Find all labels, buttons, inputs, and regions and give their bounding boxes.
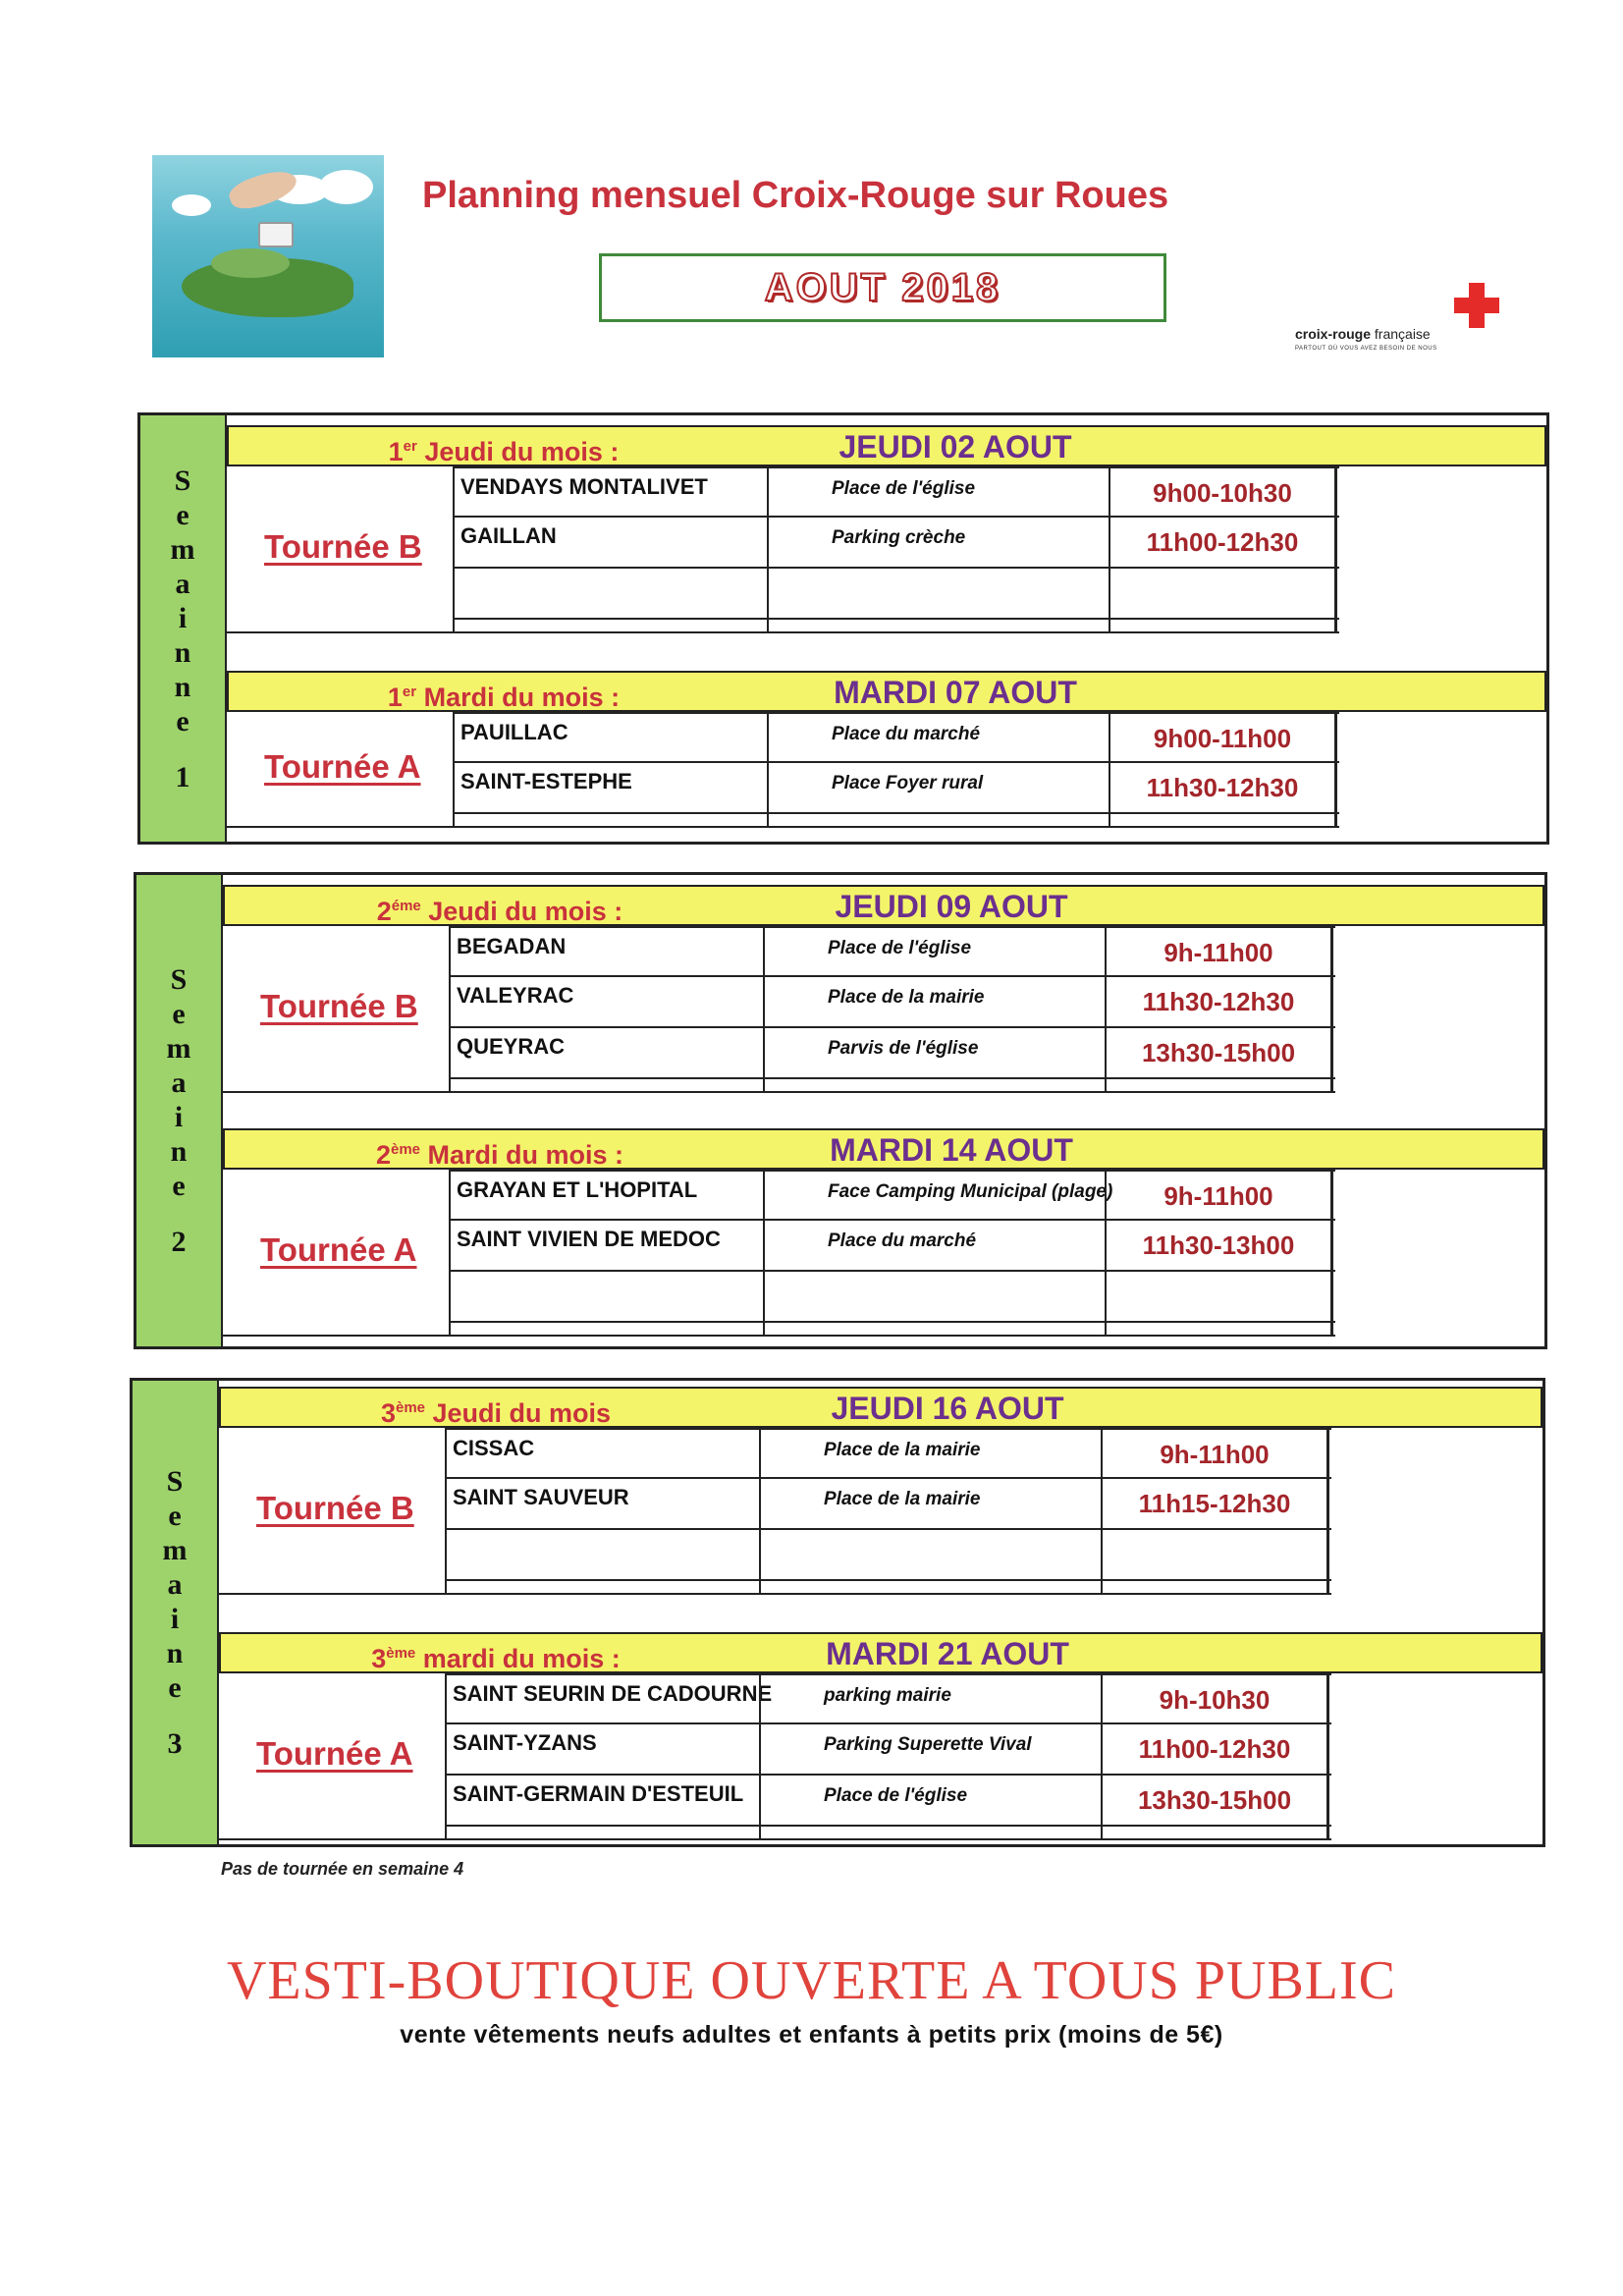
day-date: JEUDI 02 AOUT [839, 429, 1072, 465]
location-cell: Place du marché [763, 1221, 1105, 1270]
time-cell [1105, 1272, 1333, 1321]
page-title: Planning mensuel Croix-Rouge sur Roues [422, 175, 1169, 216]
month-title: AOUT 2018 [764, 265, 1001, 309]
croix-rouge-sur-roues-illustration [152, 155, 384, 357]
day-date: JEUDI 09 AOUT [835, 889, 1068, 924]
week-label-letter: m [170, 532, 195, 566]
schedule-row [453, 466, 1339, 518]
spacer-row [453, 814, 1339, 828]
spacer-cell [767, 620, 1109, 631]
time-cell: 9h-10h30 [1101, 1675, 1329, 1722]
commune-cell: VENDAYS MONTALIVET [453, 468, 767, 516]
week-block-2 [134, 872, 1547, 1349]
week-label-letter: e [168, 1671, 182, 1704]
schedule-row [445, 1724, 1331, 1776]
week-number: 1 [175, 760, 190, 793]
spacer-cell [453, 620, 767, 631]
time-cell: 9h-11h00 [1105, 928, 1333, 975]
schedule-row [445, 1776, 1331, 1827]
week-number: 2 [171, 1226, 187, 1258]
schedule-row [445, 1530, 1331, 1581]
tour-separator [227, 712, 453, 828]
spacer-row [453, 620, 1339, 633]
vente-text: vente vêtements neufs adultes et enfants à petits prix (moins de 5€) [400, 2021, 1223, 2049]
commune-cell: GRAYAN ET L'HOPITAL [449, 1172, 763, 1219]
day-header [223, 885, 1544, 926]
week-label [136, 875, 223, 1346]
commune-cell: PAUILLAC [453, 714, 767, 761]
commune-cell [449, 1272, 763, 1321]
week-label-letter: a [171, 1066, 187, 1099]
week-label-letter: e [176, 498, 189, 531]
commune-cell: BEGADAN [449, 928, 763, 975]
week-label-letter: S [174, 464, 191, 497]
time-cell [1101, 1530, 1329, 1579]
location-cell: Place de l'église [763, 928, 1105, 975]
spacer-cell [449, 1079, 763, 1091]
location-cell: Place de l'église [759, 1776, 1101, 1825]
location-cell: Parking Superette Vival [759, 1724, 1101, 1774]
week-label-letter: n [174, 670, 191, 703]
commune-cell: SAINT-ESTEPHE [453, 763, 767, 812]
time-cell: 13h30-15h00 [1105, 1028, 1333, 1077]
week-label-letter: n [166, 1637, 184, 1669]
location-cell: Place de l'église [767, 468, 1109, 516]
spacer-cell [1109, 814, 1337, 826]
day-ordinal-label: 1er Mardi du mois : [387, 683, 621, 712]
location-cell: Place de la mairie [759, 1479, 1101, 1528]
week-label-letter: S [166, 1465, 184, 1498]
schedule-row [445, 1428, 1331, 1479]
day-header [227, 671, 1546, 712]
spacer-cell [1109, 620, 1337, 631]
spacer-cell [1105, 1323, 1333, 1335]
week-label-letter: n [174, 635, 191, 669]
schedule-row [449, 1170, 1335, 1221]
spacer-row [445, 1827, 1331, 1840]
day-ordinal-label: 3ème Jeudi du mois [380, 1398, 612, 1428]
time-cell: 9h00-10h30 [1109, 468, 1337, 516]
day-date: MARDI 07 AOUT [834, 675, 1077, 710]
spacer-cell [763, 1079, 1105, 1091]
week-label-letter: a [175, 567, 190, 600]
spacer-cell [759, 1827, 1101, 1838]
commune-cell: SAINT-GERMAIN D'ESTEUIL [445, 1776, 759, 1825]
schedule-row [453, 518, 1339, 569]
commune-cell: SAINT VIVIEN DE MEDOC [449, 1221, 763, 1270]
tour-label: Tournée A [260, 1231, 417, 1268]
time-cell: 13h30-15h00 [1101, 1776, 1329, 1825]
commune-cell: VALEYRAC [449, 977, 763, 1026]
day-date: JEUDI 16 AOUT [831, 1391, 1064, 1426]
tour-separator [227, 466, 453, 633]
week-label-letter: e [176, 704, 189, 738]
schedule-row [449, 926, 1335, 977]
commune-cell: SAINT SAUVEUR [445, 1479, 759, 1528]
time-cell: 9h00-11h00 [1109, 714, 1337, 761]
week-label-letter: e [168, 1500, 182, 1532]
tour-label: Tournée B [260, 988, 418, 1024]
week-block-1 [137, 412, 1549, 845]
day-date: MARDI 21 AOUT [826, 1636, 1069, 1671]
schedule-row [449, 977, 1335, 1028]
week-label-letter: m [162, 1534, 188, 1566]
schedule-row [445, 1673, 1331, 1724]
day-ordinal-label: 3ème mardi du mois : [371, 1644, 621, 1673]
location-cell: Place du marché [767, 714, 1109, 761]
time-cell [1109, 569, 1337, 618]
croix-rouge-logo [1291, 283, 1517, 376]
location-cell: Parvis de l'église [763, 1028, 1105, 1077]
spacer-cell [763, 1323, 1105, 1335]
spacer-cell [767, 814, 1109, 826]
brand-tagline: PARTOUT OÙ VOUS AVEZ BESOIN DE NOUS [1295, 346, 1437, 352]
tour-label: Tournée A [264, 748, 421, 785]
schedule-row [453, 712, 1339, 763]
spacer-cell [1101, 1827, 1329, 1838]
week-block-3 [130, 1378, 1545, 1847]
week-label-letter: i [174, 1101, 184, 1133]
spacer-row [449, 1323, 1335, 1337]
time-cell: 9h-11h00 [1105, 1172, 1333, 1219]
hand-icon [226, 164, 300, 215]
spacer-cell [445, 1827, 759, 1838]
schedule-row [449, 1272, 1335, 1323]
spacer-cell [449, 1323, 763, 1335]
day-header [219, 1387, 1542, 1428]
day-header [227, 425, 1546, 466]
schedule-row [453, 763, 1339, 814]
location-cell: Face Camping Municipal (plage) [763, 1172, 1105, 1219]
week-label [133, 1381, 219, 1844]
week-label-letter: m [166, 1032, 191, 1065]
location-cell: Parking crèche [767, 518, 1109, 567]
week-number: 3 [167, 1727, 183, 1760]
schedule-row [449, 1028, 1335, 1079]
commune-cell: GAILLAN [453, 518, 767, 567]
day-header [219, 1632, 1542, 1673]
day-date: MARDI 14 AOUT [830, 1132, 1073, 1168]
time-cell: 9h-11h00 [1101, 1430, 1329, 1477]
location-cell: Place de la mairie [759, 1430, 1101, 1477]
spacer-cell [759, 1581, 1101, 1593]
day-ordinal-label: 1er Jeudi du mois : [388, 437, 620, 466]
schedule-row [449, 1221, 1335, 1272]
tour-separator [219, 1428, 445, 1595]
spacer-row [445, 1581, 1331, 1595]
spacer-cell [453, 814, 767, 826]
time-cell: 11h00-12h30 [1109, 518, 1337, 567]
vesti-boutique-banner: VESTI-BOUTIQUE OUVERTE A TOUS PUBLIC [226, 1950, 1397, 2011]
time-cell: 11h30-13h00 [1105, 1221, 1333, 1270]
week-label [140, 415, 227, 842]
day-ordinal-label: 2ème Mardi du mois : [375, 1140, 624, 1170]
commune-cell: QUEYRAC [449, 1028, 763, 1077]
week-label-letter: n [170, 1135, 188, 1168]
footnote: Pas de tournée en semaine 4 [221, 1859, 464, 1879]
week-label-letter: i [170, 1603, 180, 1635]
day-header [223, 1128, 1544, 1170]
location-cell: parking mairie [759, 1675, 1101, 1722]
week-label-letter: a [167, 1568, 183, 1601]
spacer-cell [445, 1581, 759, 1593]
location-cell [759, 1530, 1101, 1579]
week-label-letter: i [178, 601, 188, 634]
week-label-letter: e [172, 1170, 186, 1202]
location-cell: Place Foyer rural [767, 763, 1109, 812]
location-cell: Place de la mairie [763, 977, 1105, 1026]
time-cell: 11h15-12h30 [1101, 1479, 1329, 1528]
tour-label: Tournée B [264, 528, 422, 565]
schedule-row [445, 1479, 1331, 1530]
tour-separator [219, 1673, 445, 1840]
location-cell [767, 569, 1109, 618]
spacer-row [449, 1079, 1335, 1093]
month-box [599, 253, 1166, 322]
time-cell: 11h30-12h30 [1105, 977, 1333, 1026]
tour-label: Tournée B [256, 1490, 414, 1526]
time-cell: 11h30-12h30 [1109, 763, 1337, 812]
commune-cell [445, 1530, 759, 1579]
brand-name: croix-rouge française [1295, 326, 1431, 342]
commune-cell: SAINT SEURIN DE CADOURNE [445, 1675, 759, 1722]
commune-cell [453, 569, 767, 618]
week-label-letter: S [170, 963, 188, 996]
spacer-cell [1105, 1079, 1333, 1091]
week-label-letter: e [172, 998, 186, 1030]
tour-label: Tournée A [256, 1735, 413, 1772]
location-cell [763, 1272, 1105, 1321]
time-cell: 11h00-12h30 [1101, 1724, 1329, 1774]
tour-separator [223, 926, 449, 1093]
commune-cell: CISSAC [445, 1430, 759, 1477]
commune-cell: SAINT-YZANS [445, 1724, 759, 1774]
day-ordinal-label: $2^{éme}$ Jeudi du mois : [376, 897, 623, 926]
spacer-cell [1101, 1581, 1329, 1593]
schedule-row [453, 569, 1339, 620]
truck-icon [258, 222, 294, 247]
tour-separator [223, 1170, 449, 1337]
